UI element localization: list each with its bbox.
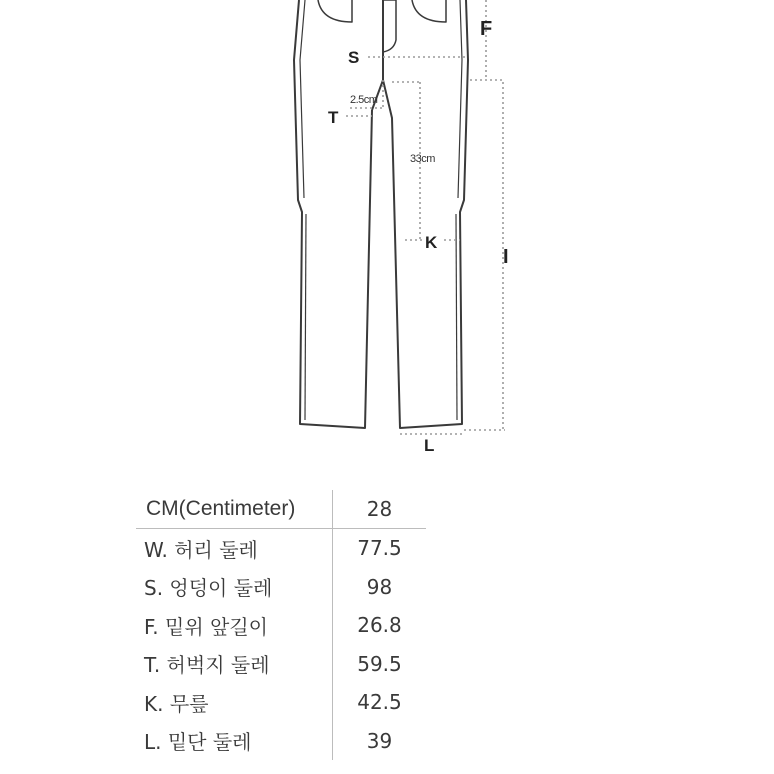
- row-value: 59.5: [333, 645, 427, 684]
- label-s: S: [348, 48, 360, 67]
- row-value: 98: [333, 568, 427, 607]
- table-row: [136, 683, 426, 722]
- label-rise-offset: 2.5cm: [350, 94, 378, 106]
- table-header-name: CM(Centimeter): [136, 490, 333, 529]
- table-header-row: [136, 490, 426, 529]
- row-name: T. 허벅지 둘레: [144, 653, 270, 678]
- pants-outline: [294, 0, 468, 428]
- table-row: [136, 722, 426, 761]
- table-row: [136, 529, 426, 568]
- row-value: 39: [333, 722, 427, 761]
- row-name: L. 밑단 둘레: [144, 730, 252, 755]
- row-value: 26.8: [333, 606, 427, 645]
- label-i: I: [503, 246, 509, 268]
- row-name: K. 무릎: [144, 691, 209, 716]
- row-value: 42.5: [333, 683, 427, 722]
- table-header-size: 28: [333, 490, 427, 529]
- label-knee-height: 33cm: [410, 153, 435, 165]
- label-t: T: [328, 108, 339, 127]
- size-table: [136, 490, 426, 760]
- label-k: K: [425, 233, 438, 252]
- label-f: F: [480, 18, 493, 40]
- table-row: [136, 606, 426, 645]
- row-value: 77.5: [333, 529, 427, 568]
- row-name: W. 허리 둘레: [144, 537, 258, 562]
- row-name: F. 밑위 앞길이: [144, 614, 268, 639]
- row-name: S. 엉덩이 둘레: [144, 576, 273, 601]
- label-l: L: [424, 436, 435, 455]
- table-row: [136, 568, 426, 607]
- table-row: [136, 645, 426, 684]
